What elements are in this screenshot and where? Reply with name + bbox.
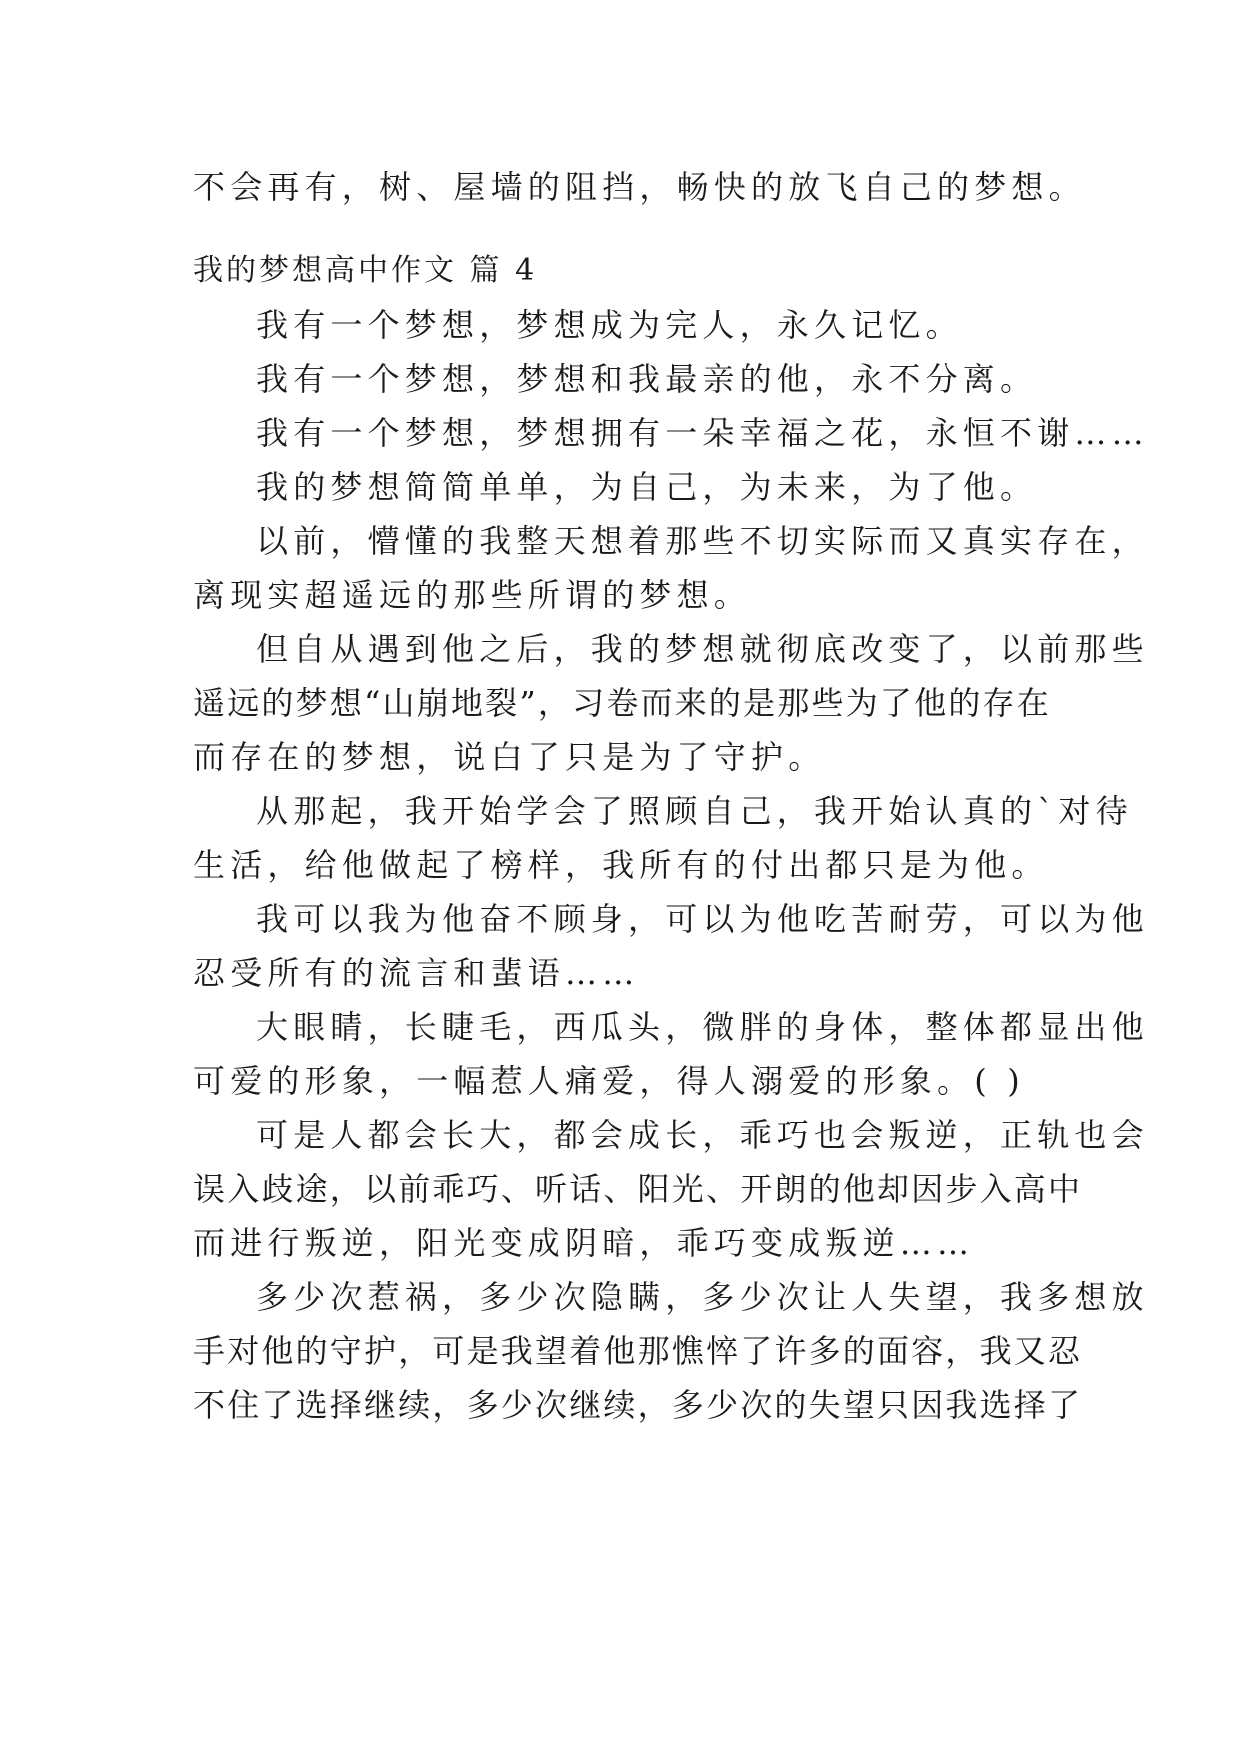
paragraph-line: 不住了选择继续，多少次继续，多少次的失望只因我选择了: [193, 1386, 1083, 1424]
paragraph-line: 可爱的形象，一幅惹人痛爱，得人溺爱的形象。( ): [193, 1062, 1025, 1100]
paragraph-line: 忍受所有的流言和蜚语……: [193, 954, 640, 992]
paragraph-line: 从那起，我开始学会了照顾自己，我开始认真的`对待: [256, 792, 1133, 830]
paragraph-line: 大眼睛，长睫毛，西瓜头，微胖的身体，整体都显出他: [256, 1008, 1149, 1046]
paragraph-line: 而存在的梦想，说白了只是为了守护。: [193, 738, 826, 776]
paragraph-line: 我的梦想简简单单，为自己，为未来，为了他。: [256, 468, 1038, 506]
paragraph-line: 可是人都会长大，都会成长，乖巧也会叛逆，正轨也会: [256, 1116, 1149, 1154]
paragraph-line: 离现实超遥远的那些所谓的梦想。: [193, 576, 752, 614]
paragraph-line: 我有一个梦想，梦想拥有一朵幸福之花，永恒不谢……: [256, 414, 1149, 452]
paragraph-line: 多少次惹祸，多少次隐瞒，多少次让人失望，我多想放: [256, 1278, 1149, 1316]
paragraph-line: 不会再有，树、屋墙的阻挡，畅快的放飞自己的梦想。: [193, 168, 1086, 206]
section-heading: 我的梦想高中作文 篇 4: [193, 253, 538, 288]
paragraph-line: 以前，懵懂的我整天想着那些不切实际而又真实存在，: [256, 522, 1149, 560]
paragraph-line: 误入歧途，以前乖巧、听话、阳光、开朗的他却因步入高中: [193, 1170, 1083, 1208]
paragraph-line: 而进行叛逆，阳光变成阴暗，乖巧变成叛逆……: [193, 1224, 975, 1262]
paragraph-line: 我有一个梦想，梦想成为完人，永久记忆。: [256, 306, 963, 344]
paragraph-line: 我可以我为他奋不顾身，可以为他吃苦耐劳，可以为他: [256, 900, 1149, 938]
paragraph-line: 手对他的守护，可是我望着他那憔悴了许多的面容，我又忍: [193, 1332, 1083, 1370]
paragraph-line: 我有一个梦想，梦想和我最亲的他，永不分离。: [256, 360, 1038, 398]
paragraph-line: 生活，给他做起了榜样，我所有的付出都只是为他。: [193, 846, 1049, 884]
paragraph-line: 但自从遇到他之后，我的梦想就彻底改变了，以前那些: [256, 630, 1149, 668]
paragraph-line: 遥远的梦想“山崩地裂”，习卷而来的是那些为了他的存在: [193, 684, 1051, 722]
